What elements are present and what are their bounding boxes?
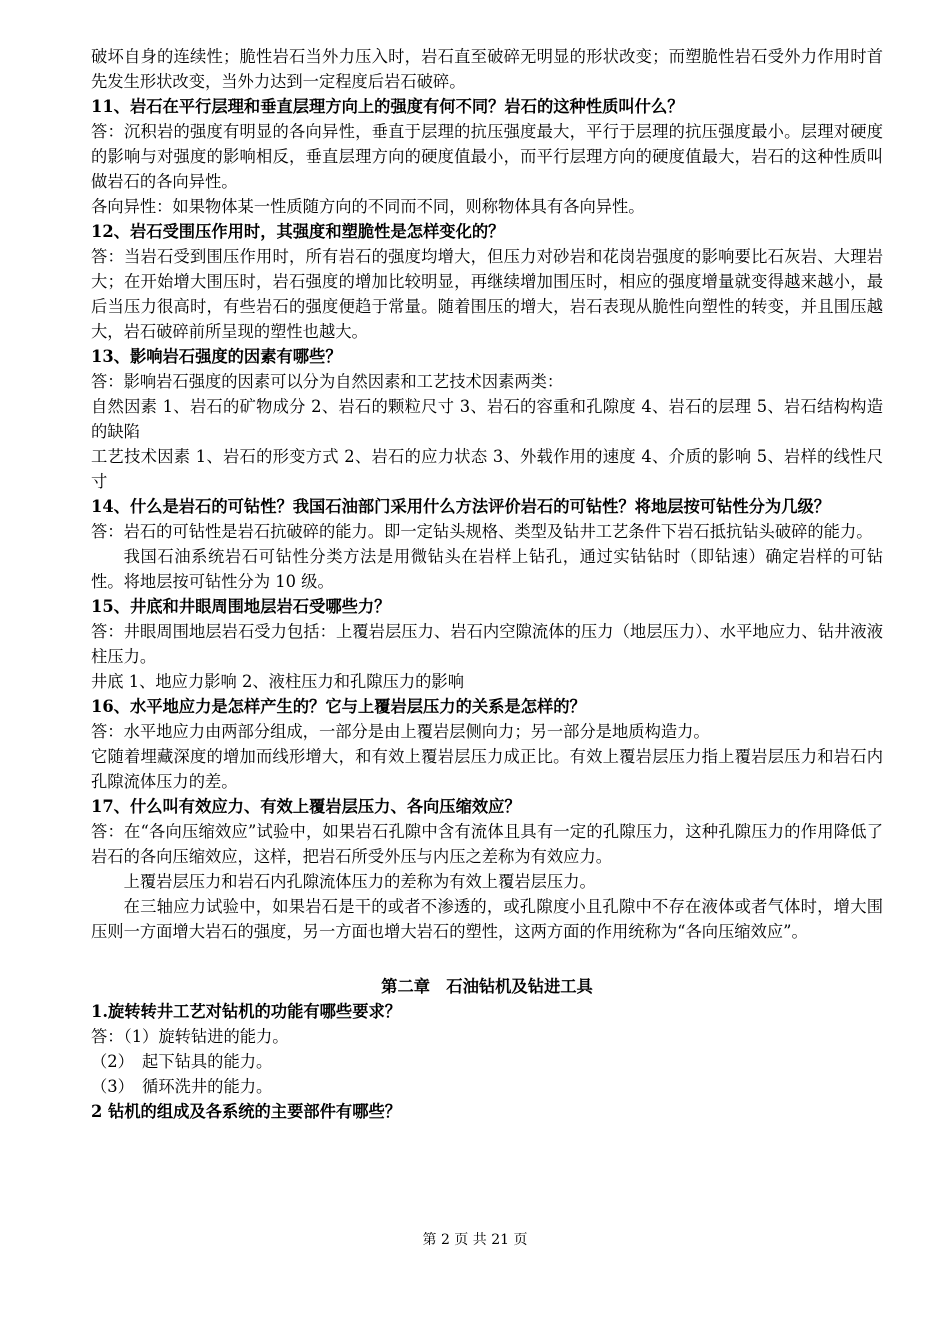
paragraph: 上覆岩层压力和岩石内孔隙流体压力的差称为有效上覆岩层压力。: [123, 872, 596, 891]
document-body: [91, 44, 883, 1124]
list-item: （3） 循环洗井的能力。: [91, 1077, 273, 1096]
answer-paragraph: 答：沉积岩的强度有明显的各向异性，垂直于层理的抗压强度最大，平行于层理的抗压强度最小。层理对硬度的影响与对强度的影响相反，垂直层理方向的硬度值最小，而平行层理方向的硬度值最大，岩石的这种性质叫做岩石的各向异性。: [91, 122, 883, 191]
question-heading: 12、岩石受围压作用时，其强度和塑脆性是怎样变化的？: [91, 222, 505, 241]
question-heading: 2 钻机的组成及各系统的主要部件有哪些？: [91, 1102, 402, 1121]
question-heading: 1.旋转转井工艺对钻机的功能有哪些要求？: [91, 1002, 402, 1021]
paragraph: 我国石油系统岩石可钻性分类方法是用微钻头在岩样上钻孔，通过实钻钻时（即钻速）确定岩样的可钻性。将地层按可钻性分为 10 级。: [91, 547, 883, 591]
paragraph: 各向异性：如果物体某一性质随方向的不同而不同，则称物体具有各向异性。: [91, 197, 645, 216]
chapter-title: 第二章 石油钻机及钻进工具: [381, 977, 593, 996]
page-footer: 第 2 页 共 21 页: [422, 1232, 528, 1248]
question-heading: 13、影响岩石强度的因素有哪些？: [91, 347, 342, 366]
paragraph: 自然因素 1、岩石的矿物成分 2、岩石的颗粒尺寸 3、岩石的容重和孔隙度 4、岩石的层理 5、岩石结构构造的缺陷: [91, 397, 883, 441]
question-heading: 15、井底和井眼周围地层岩石受哪些力？: [91, 597, 391, 616]
paragraph: 在三轴应力试验中，如果岩石是干的或者不渗透的，或孔隙度小且孔隙中不存在液体或者气体时，增大围压则一方面增大岩石的强度，另一方面也增大岩石的塑性，这两方面的作用统称为“各向压缩效应”。: [91, 897, 883, 941]
answer-paragraph: 答：在“各向压缩效应”试验中，如果岩石孔隙中含有流体且具有一定的孔隙压力，这种孔隙压力的作用降低了岩石的各向压缩效应，这样，把岩石所受外压与内压之差称为有效应力。: [91, 822, 883, 866]
answer-paragraph: 答：影响岩石强度的因素可以分为自然因素和工艺技术因素两类：: [91, 372, 564, 391]
answer-paragraph: 答：水平地应力由两部分组成，一部分是由上覆岩层侧向力；另一部分是地质构造力。: [91, 722, 710, 741]
paragraph: 它随着埋藏深度的增加而线形增大，和有效上覆岩层压力成正比。有效上覆岩层压力指上覆岩层压力和岩石内孔隙流体压力的差。: [91, 747, 883, 791]
paragraph: 破坏自身的连续性；脆性岩石当外力压入时，岩石直至破碎无明显的形状改变；而塑脆性岩石受外力作用时首先发生形状改变，当外力达到一定程度后岩石破碎。: [91, 47, 883, 91]
answer-paragraph: 答：当岩石受到围压作用时，所有岩石的强度均增大，但压力对砂岩和花岗岩强度的影响要比石灰岩、大理岩大；在开始增大围压时，岩石强度的增加比较明显，再继续增加围压时，相应的强度增量就变得越来越小，最后当压力很高时，有些岩石的强度便趋于常量。随着围压的增大，岩石表现从脆性向塑性的转变，并且围压越大，岩石破碎前所呈现的塑性也越大。: [91, 247, 883, 341]
question-heading: 16、水平地应力是怎样产生的？它与上覆岩层压力的关系是怎样的？: [91, 697, 586, 716]
question-heading: 14、什么是岩石的可钻性？我国石油部门采用什么方法评价岩石的可钻性？将地层按可钻性分为几级？: [91, 497, 831, 516]
question-heading: 11、岩石在平行层理和垂直层理方向上的强度有何不同？岩石的这种性质叫什么？: [91, 97, 684, 116]
answer-paragraph: 答：岩石的可钻性是岩石抗破碎的能力。即一定钻头规格、类型及钻井工艺条件下岩石抵抗钻头破碎的能力。: [91, 522, 873, 541]
answer-paragraph: 答：井眼周围地层岩石受力包括：上覆岩层压力、岩石内空隙流体的压力（地层压力）、水平地应力、钻井液液柱压力。: [91, 622, 883, 666]
question-heading: 17、什么叫有效应力、有效上覆岩层压力、各向压缩效应？: [91, 797, 521, 816]
paragraph: 工艺技术因素 1、岩石的形变方式 2、岩石的应力状态 3、外载作用的速度 4、介质的影响 5、岩样的线性尺寸: [91, 447, 883, 491]
list-item: （2） 起下钻具的能力。: [91, 1052, 273, 1071]
paragraph: 井底 1、地应力影响 2、液柱压力和孔隙压力的影响: [91, 672, 464, 691]
answer-paragraph: 答：（1）旋转钻进的能力。: [91, 1027, 289, 1046]
